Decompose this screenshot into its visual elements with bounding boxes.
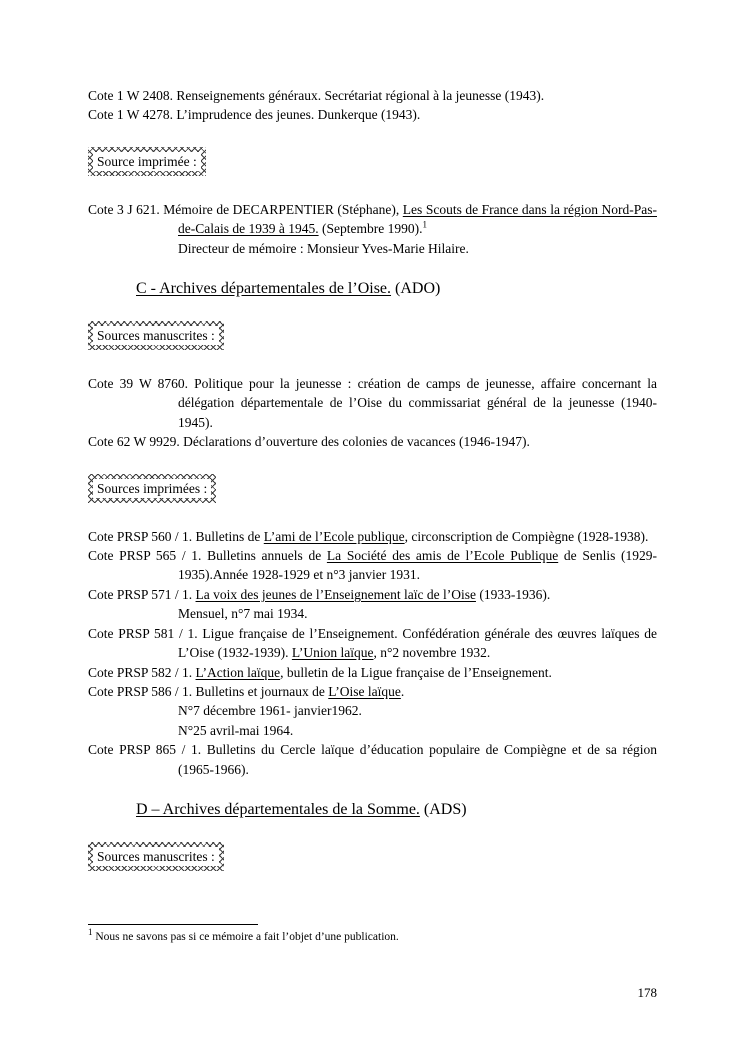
text-segment: , bulletin de la Ligue française de l’Enseignement.	[280, 664, 552, 680]
text-segment: Cote PRSP 571 / 1.	[88, 586, 196, 602]
text-segment: Cote PRSP 560 / 1. Bulletins de	[88, 528, 264, 544]
text-segment: de Senlis (1929-1935).Année 1928-1929 et n°3 janvier 1931.	[178, 548, 658, 583]
text-segment: , circonscription de Compiègne (1928-1938).	[404, 528, 649, 544]
entry-continuation-line	[88, 701, 657, 720]
text-segment: N°25 avril-mai 1964.	[178, 722, 294, 738]
text-segment: (1933-1936).	[475, 586, 551, 602]
footnote-body: Nous ne savons pas si ce mémoire a fait l’objet d’une publication.	[95, 931, 399, 943]
source-category-label: Source imprimée :	[93, 152, 201, 171]
source-category	[88, 321, 657, 350]
text-segment: Cote 1 W 2408. Renseignements généraux. Secrétariat régional à la jeunesse (1943).	[88, 88, 545, 103]
source-entry	[88, 374, 657, 432]
text-segment: Cote PRSP 865 / 1. Bulletins du Cercle laïque d’éducation populaire de Compiègne et de sa région (1965-1966).	[88, 742, 657, 777]
source-entry	[88, 105, 657, 124]
source-entry	[88, 740, 657, 779]
text-segment: Cote PRSP 586 / 1. Bulletins et journaux de	[88, 683, 329, 699]
source-entry	[88, 527, 657, 546]
underlined-title: D – Archives départementales de la Somme.	[136, 800, 420, 818]
footnote-reference: 1	[422, 219, 427, 230]
source-category	[88, 842, 657, 871]
zigzag-border	[88, 842, 224, 871]
text-segment: Cote 62 W 9929. Déclarations d’ouverture des colonies de vacances (1946-1947).	[88, 434, 530, 450]
underlined-title: C - Archives départementales de l’Oise.	[136, 280, 392, 298]
text-segment: Mensuel, n°7 mai 1934.	[178, 606, 308, 622]
source-entry	[88, 432, 657, 451]
text-segment: Cote 1 W 4278. L’imprudence des jeunes. Dunkerque (1943).	[88, 107, 421, 123]
text-segment: , n°2 novembre 1932.	[373, 645, 491, 661]
text-segment: Cote 39 W 8760. Politique pour la jeunesse : création de camps de jeunesse, affaire concernant la délégation départementale de l’Oise du commissariat général de la jeunesse (1940-1945).	[88, 376, 657, 430]
underlined-title: La voix des jeunes de l’Enseignement laïc de l’Oise	[195, 586, 476, 602]
underlined-title: L’Union laïque	[291, 645, 374, 661]
text-segment: (ADO)	[391, 280, 441, 298]
text-segment: N°7 décembre 1961- janvier1962.	[178, 703, 362, 719]
source-category	[88, 147, 657, 176]
footnote-marker: 1	[88, 927, 93, 938]
footnote-separator	[88, 924, 258, 925]
text-segment: .	[400, 683, 405, 699]
zigzag-border	[88, 321, 224, 350]
section-heading	[88, 278, 657, 299]
underlined-title: L’Oise laïque	[328, 683, 401, 699]
source-entry	[88, 682, 657, 701]
entry-continuation-line	[88, 721, 657, 740]
source-entry	[88, 585, 657, 604]
text-segment: (Septembre 1990).	[318, 221, 423, 237]
entry-continuation-line	[88, 239, 657, 258]
underlined-title: L’ami de l’Ecole publique	[263, 528, 405, 544]
source-category-label: Sources manuscrites :	[93, 847, 219, 866]
page-number: 178	[637, 985, 657, 1000]
text-segment: Cote PRSP 581 / 1. Ligue française de l’Enseignement. Confédération générale des œuvres laïques de L’Oise (1932-1939).	[88, 625, 657, 661]
underlined-title: Les Scouts de France dans la région Nord-Pas-de-Calais de 1939 à 1945.	[178, 201, 657, 237]
text-segment: Cote 3 J 621. Mémoire de DECARPENTIER (Stéphane),	[88, 201, 403, 217]
source-entry	[88, 624, 657, 663]
section-heading	[88, 799, 657, 820]
entry-continuation-line	[88, 604, 657, 623]
source-category-label: Sources imprimées :	[93, 479, 211, 498]
text-segment: (ADS)	[419, 800, 467, 818]
footnote-text	[88, 927, 657, 944]
source-entry	[88, 663, 657, 682]
underlined-title: L’Action laïque	[195, 664, 281, 680]
document-body	[88, 86, 657, 895]
source-category	[88, 474, 657, 503]
source-category-label: Sources manuscrites :	[93, 326, 219, 345]
zigzag-border	[88, 474, 216, 503]
text-segment: Directeur de mémoire : Monsieur Yves-Marie Hilaire.	[178, 240, 469, 256]
source-entry	[88, 86, 657, 105]
source-entry	[88, 200, 657, 239]
underlined-title: La Société des amis de l’Ecole Publique	[326, 548, 559, 564]
source-entry	[88, 546, 657, 585]
footnote-area	[88, 924, 657, 944]
text-segment: Cote PRSP 565 / 1. Bulletins annuels de	[88, 548, 327, 564]
zigzag-border	[88, 147, 206, 176]
text-segment: Cote PRSP 582 / 1.	[88, 664, 196, 680]
